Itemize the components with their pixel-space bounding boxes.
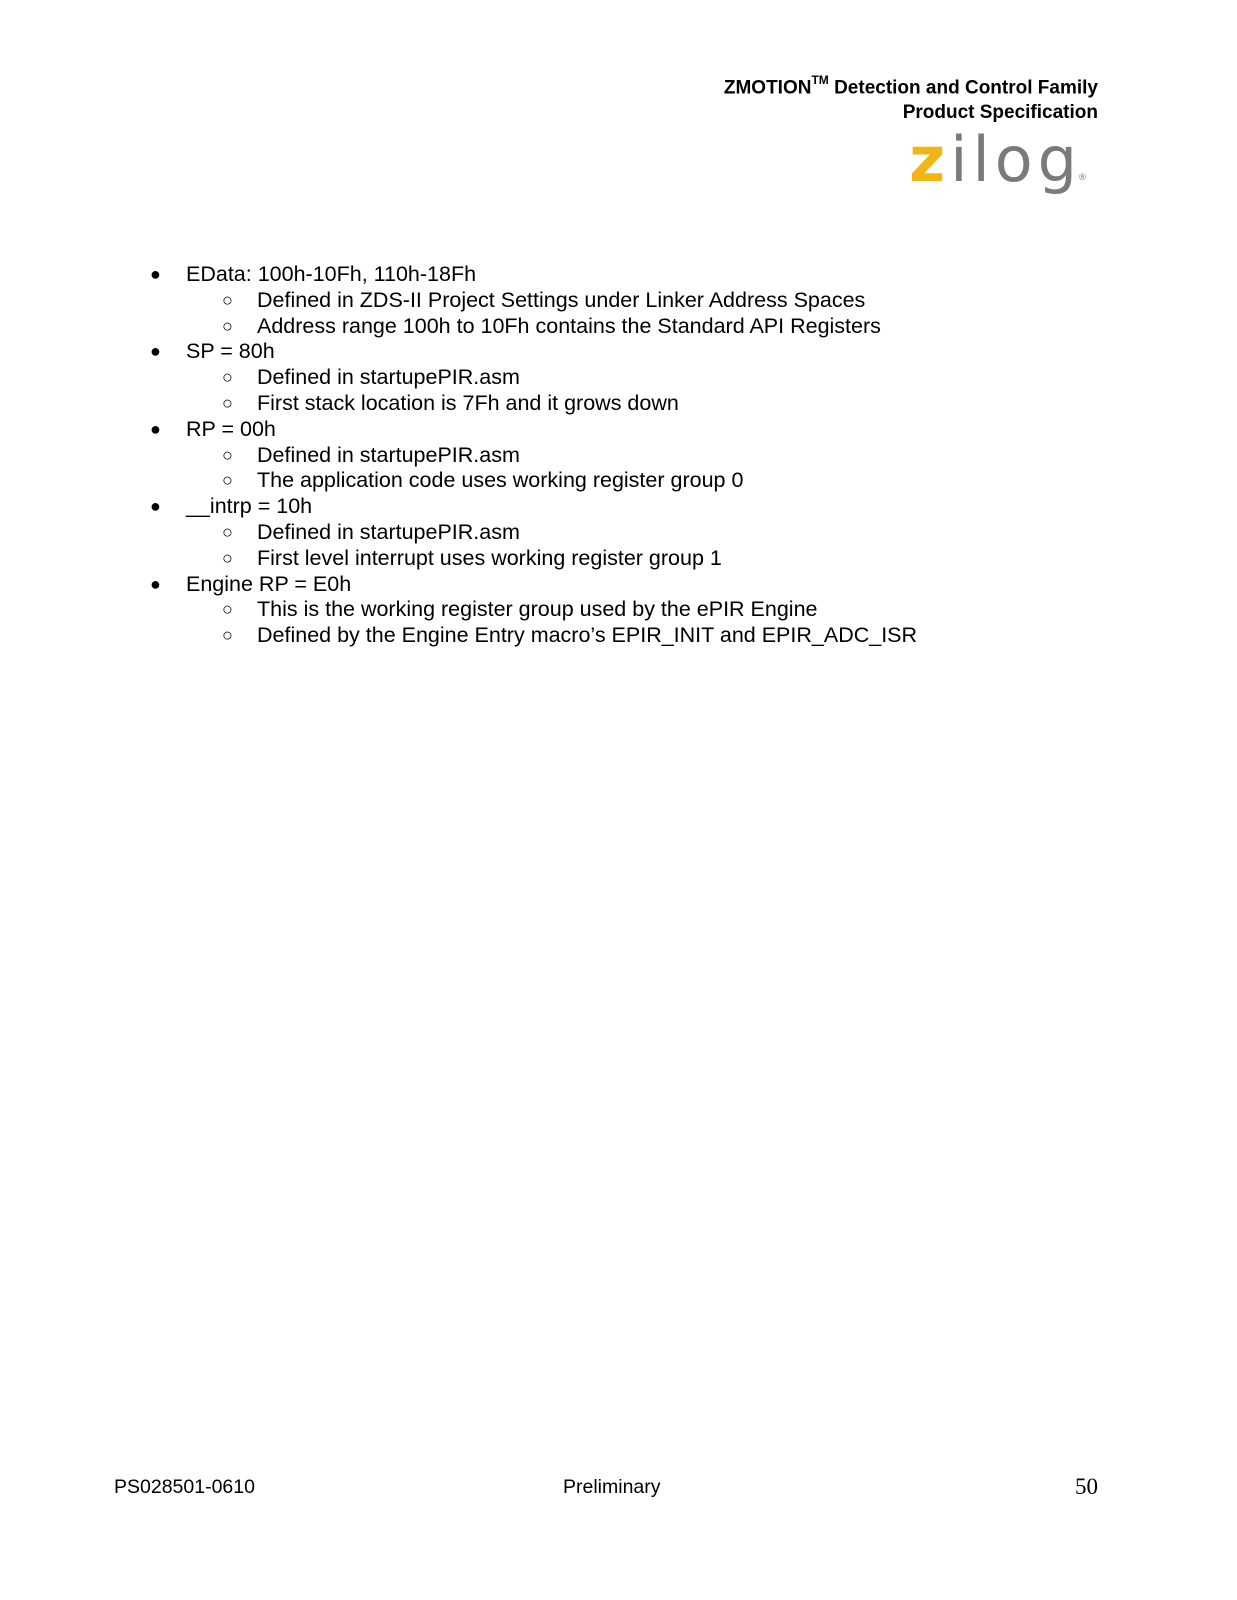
zilog-logo: zilog® <box>909 123 1092 196</box>
header-subtitle: Product Specification <box>902 102 1098 124</box>
circle-bullet-icon: ○ <box>222 547 233 568</box>
circle-bullet-icon: ○ <box>222 289 233 310</box>
list-item: ● __intrp = 10h ○ Defined in startupePIR.asm ○ First level interrupt uses working register group 1 <box>150 494 1100 571</box>
sub-list <box>186 520 1100 572</box>
bullet-icon: ● <box>150 573 161 594</box>
circle-bullet-icon: ○ <box>222 315 233 336</box>
sub-list <box>186 365 1100 417</box>
circle-bullet-icon: ○ <box>222 367 233 388</box>
sub-list-item: ○ Defined in startupePIR.asm <box>222 519 520 544</box>
circle-bullet-icon: ○ <box>222 444 233 465</box>
sub-list-item: ○ Defined in startupePIR.asm <box>222 442 520 467</box>
register-list <box>150 262 1100 649</box>
bullet-icon: ● <box>150 264 161 284</box>
circle-bullet-icon: ○ <box>222 392 233 413</box>
list-item: ● RP = 00h ○ Defined in startupePIR.asm ○ The application code uses working register group 0 <box>150 417 1100 494</box>
sub-list-item: ○ Defined by the Engine Entry macro’s EPIR_INIT and EPIR_ADC_ISR <box>222 623 918 648</box>
list-item: ● SP = 80h ○ Defined in startupePIR.asm ○ First stack location is 7Fh and it grows down <box>150 339 1100 416</box>
main-content <box>150 262 1100 649</box>
bullet-icon: ● <box>150 418 161 439</box>
header-title: ZMOTION™ Detection and Control Family <box>723 73 1098 99</box>
trademark: TM <box>811 73 829 87</box>
sub-list <box>186 443 1100 495</box>
bullet-icon: ● <box>150 341 161 362</box>
sub-list-item: ○ The application code uses working register group 0 <box>222 468 744 493</box>
sub-list-item: ○ First level interrupt uses working register group 1 <box>222 545 722 570</box>
sub-list-item: ○ This is the working register group used by the ePIR Engine <box>222 597 818 622</box>
sub-list <box>186 597 1100 649</box>
bullet-icon: ● <box>150 496 161 517</box>
circle-bullet-icon: ○ <box>222 599 233 620</box>
circle-bullet-icon: ○ <box>222 521 233 542</box>
document-id: PS028501-0610 <box>114 1476 255 1498</box>
circle-bullet-icon: ○ <box>222 625 233 646</box>
sub-list-item: ○ Address range 100h to 10Fh contains the Standard API Registers <box>222 313 881 338</box>
page-number: 50 <box>1075 1474 1098 1499</box>
sub-list-item: ○ Defined in startupePIR.asm <box>222 365 520 390</box>
sub-list-item: ○ Defined in ZDS-II Project Settings under Linker Address Spaces <box>222 287 866 312</box>
sub-list-item: ○ First stack location is 7Fh and it grows down <box>222 390 679 415</box>
list-item: ● EData: 100h-10Fh, 110h-18Fh ○ Defined in ZDS-II Project Settings under Linker Address Spaces ○ Address range 100h to 10Fh contains the Standard API Registers <box>150 262 1100 339</box>
page-header <box>724 70 1098 125</box>
sub-list <box>186 288 1100 340</box>
circle-bullet-icon: ○ <box>222 470 233 491</box>
list-item: ● Engine RP = E0h ○ This is the working register group used by the ePIR Engine ○ Defined by the Engine Entry macro’s EPIR_INIT and EPIR_ADC_ISR <box>150 572 1100 649</box>
document-status: Preliminary <box>563 1476 661 1498</box>
